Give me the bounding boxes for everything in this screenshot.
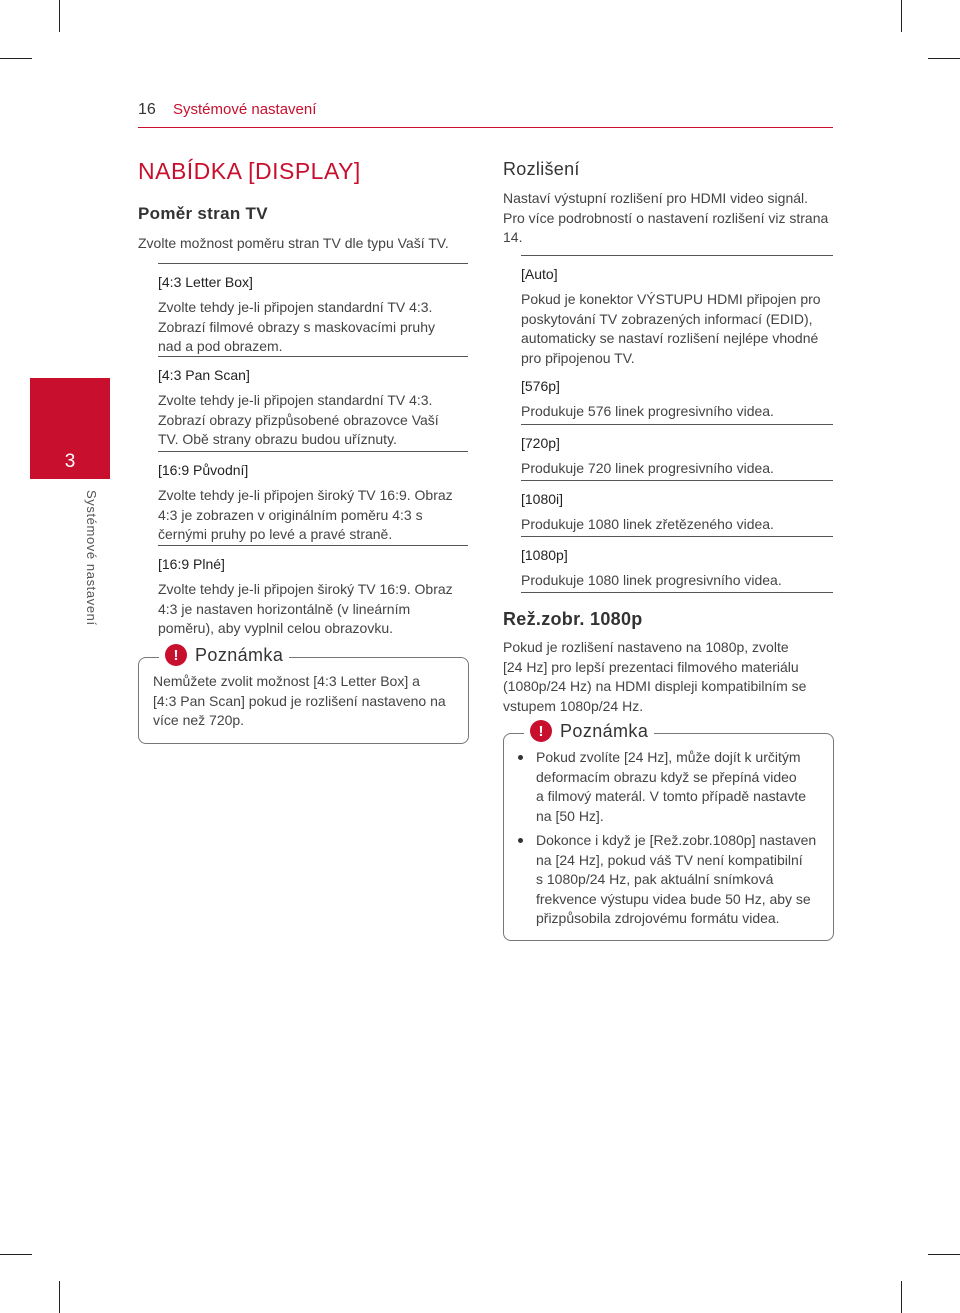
option-title: [16:9 Plné] bbox=[158, 556, 225, 572]
note-header bbox=[524, 720, 654, 742]
option-description: Zvolte tehdy je-li připojen široký TV 16:9. Obraz 4:3 je zobrazen v originálním poměru 4:3 s černými pruhy po levé a pravé straně. bbox=[158, 487, 453, 542]
crop-mark bbox=[901, 0, 902, 32]
section-heading: Rozlišení bbox=[503, 159, 580, 179]
option-description: Zvolte tehdy je-li připojen široký TV 16:9. Obraz 4:3 je nastaven horizontálně (v lineárním poměru), aby vyplnil celou obrazovku. bbox=[158, 581, 453, 636]
section-title: Systémové nastavení bbox=[173, 101, 317, 118]
option-description: Zvolte tehdy je-li připojen standardní TV 4:3. Zobrazí obrazy přizpůsobené obrazovce Vaší TV. Obě strany obrazu budou uříznuty. bbox=[158, 392, 439, 447]
list-item: Dokonce i když je [Rež.zobr.1080p] nastaven na [24 Hz], pokud váš TV není kompatibilní s 1080p/24 Hz, pak aktuální snímková frekvence výstupu videa bude 50 Hz, aby se přizpůsobila zdrojovému formátu videa. bbox=[536, 831, 816, 929]
crop-mark bbox=[928, 1254, 960, 1255]
page-header bbox=[138, 99, 833, 128]
warning-icon: ! bbox=[165, 644, 187, 666]
option-description: Pokud je konektor VÝSTUPU HDMI připojen pro poskytování TV zobrazených informací (EDID), automaticky se nastaví rozlišení nejlépe vhodné pro připojenou TV. bbox=[521, 291, 821, 366]
option-item bbox=[521, 424, 833, 475]
crop-mark bbox=[59, 1281, 60, 1313]
option-title: [720p] bbox=[521, 435, 560, 451]
crop-mark bbox=[0, 58, 32, 59]
option-item bbox=[521, 255, 833, 366]
option-item bbox=[521, 480, 833, 531]
option-item bbox=[521, 368, 833, 418]
note-header bbox=[159, 644, 289, 666]
chapter-number: 3 bbox=[64, 451, 76, 472]
option-description: Produkuje 720 linek progresivního videa. bbox=[521, 460, 774, 476]
right-column bbox=[503, 158, 833, 718]
bullet-icon bbox=[518, 838, 523, 843]
note-title: Poznámka bbox=[195, 644, 284, 665]
option-title: [576p] bbox=[521, 378, 560, 394]
option-description: Produkuje 576 linek progresivního videa. bbox=[521, 403, 774, 419]
note-box bbox=[138, 644, 469, 744]
option-item bbox=[158, 451, 468, 542]
chapter-label: Systémové nastavení bbox=[84, 490, 99, 626]
option-item bbox=[158, 545, 468, 636]
mode-description: Pokud je rozlišení nastaveno na 1080p, zvolte [24 Hz] pro lepší prezentaci filmového materiálu (1080p/24 Hz) na HDMI displeji kompatibilním se vstupem 1080p/24 Hz. bbox=[503, 639, 807, 714]
crop-mark bbox=[0, 1254, 32, 1255]
option-item bbox=[158, 356, 468, 447]
chapter-tab bbox=[30, 378, 110, 479]
option-title: [1080p] bbox=[521, 547, 568, 563]
warning-icon: ! bbox=[530, 720, 552, 742]
note-title: Poznámka bbox=[560, 720, 649, 741]
option-title: [1080i] bbox=[521, 491, 564, 507]
list-item: Pokud zvolíte [24 Hz], může dojít k určitým deformacím obrazu když se přepíná video a filmový materál. V tomto případě nastavte na [50 Hz]. bbox=[536, 748, 806, 826]
option-title: [4:3 Pan Scan] bbox=[158, 367, 250, 383]
page-title: NABÍDKA [DISPLAY] bbox=[138, 158, 361, 184]
option-title: [4:3 Letter Box] bbox=[158, 274, 253, 290]
crop-mark bbox=[928, 58, 960, 59]
option-description: Produkuje 1080 linek zřetězeného videa. bbox=[521, 516, 774, 532]
option-description: Zvolte tehdy je-li připojen standardní TV 4:3. Zobrazí filmové obrazy s maskovacími pruhy nad a pod obrazem. bbox=[158, 299, 435, 354]
option-item bbox=[521, 536, 833, 593]
option-item bbox=[158, 263, 468, 354]
crop-mark bbox=[901, 1281, 902, 1313]
section-intro: Nastaví výstupní rozlišení pro HDMI video signál. Pro více podrobností o nastavení rozlišení viz strana 14. bbox=[503, 190, 829, 245]
option-description: Produkuje 1080 linek progresivního videa. bbox=[521, 572, 782, 588]
note-box bbox=[503, 720, 834, 941]
note-text: Nemůžete zvolit možnost [4:3 Letter Box] a [4:3 Pan Scan] pokud je rozlišení nastaveno na více než 720p. bbox=[153, 673, 446, 728]
crop-mark bbox=[59, 0, 60, 32]
bullet-icon bbox=[518, 755, 523, 760]
option-title: [Auto] bbox=[521, 266, 558, 282]
section-intro: Zvolte možnost poměru stran TV dle typu Vaší TV. bbox=[138, 235, 449, 251]
mode-heading: Rež.zobr. 1080p bbox=[503, 609, 643, 629]
section-heading: Poměr stran TV bbox=[138, 204, 268, 223]
option-title: [16:9 Původní] bbox=[158, 462, 249, 478]
page-number: 16 bbox=[138, 101, 156, 118]
